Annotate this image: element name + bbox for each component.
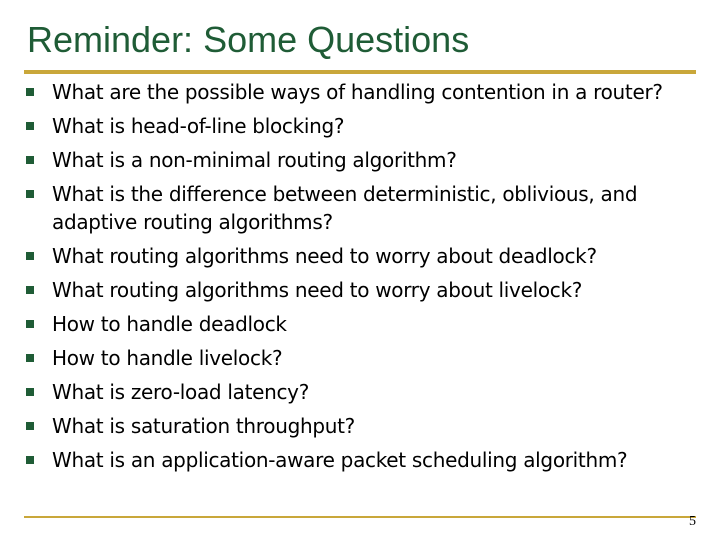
list-item-text: How to handle livelock? xyxy=(52,346,283,370)
square-bullet-icon xyxy=(26,286,34,294)
list-item xyxy=(24,378,696,406)
slide-title: Reminder: Some Questions xyxy=(27,19,470,60)
square-bullet-icon xyxy=(26,122,34,130)
list-item xyxy=(24,78,696,106)
list-item xyxy=(24,412,696,440)
page-number: 5 xyxy=(689,514,696,529)
list-item-text: What routing algorithms need to worry about deadlock? xyxy=(52,244,597,268)
square-bullet-icon xyxy=(26,190,34,198)
list-item xyxy=(24,276,696,304)
list-item-text: What are the possible ways of handling contention in a router? xyxy=(52,80,663,104)
title-underline xyxy=(24,70,696,74)
square-bullet-icon xyxy=(26,252,34,260)
list-item xyxy=(24,180,696,236)
footer-rule xyxy=(24,516,696,518)
list-item-text: What is head-of-line blocking? xyxy=(52,114,345,138)
list-item xyxy=(24,344,696,372)
square-bullet-icon xyxy=(26,422,34,430)
list-item-text: What routing algorithms need to worry about livelock? xyxy=(52,278,583,302)
list-item-text: What is zero-load latency? xyxy=(52,380,310,404)
list-item-text: What is saturation throughput? xyxy=(52,414,355,438)
list-item-text: How to handle deadlock xyxy=(52,312,287,336)
list-item xyxy=(24,446,696,474)
list-item-text: What is an application-aware packet scheduling algorithm? xyxy=(52,448,628,472)
square-bullet-icon xyxy=(26,88,34,96)
square-bullet-icon xyxy=(26,388,34,396)
square-bullet-icon xyxy=(26,156,34,164)
square-bullet-icon xyxy=(26,456,34,464)
list-item-text: What is the difference between deterministic, oblivious, and adaptive routing algorithms? xyxy=(52,182,638,234)
list-item xyxy=(24,310,696,338)
list-item xyxy=(24,112,696,140)
list-item-text: What is a non-minimal routing algorithm? xyxy=(52,148,457,172)
list-item xyxy=(24,146,696,174)
square-bullet-icon xyxy=(26,320,34,328)
list-item xyxy=(24,242,696,270)
question-list xyxy=(24,78,696,480)
square-bullet-icon xyxy=(26,354,34,362)
